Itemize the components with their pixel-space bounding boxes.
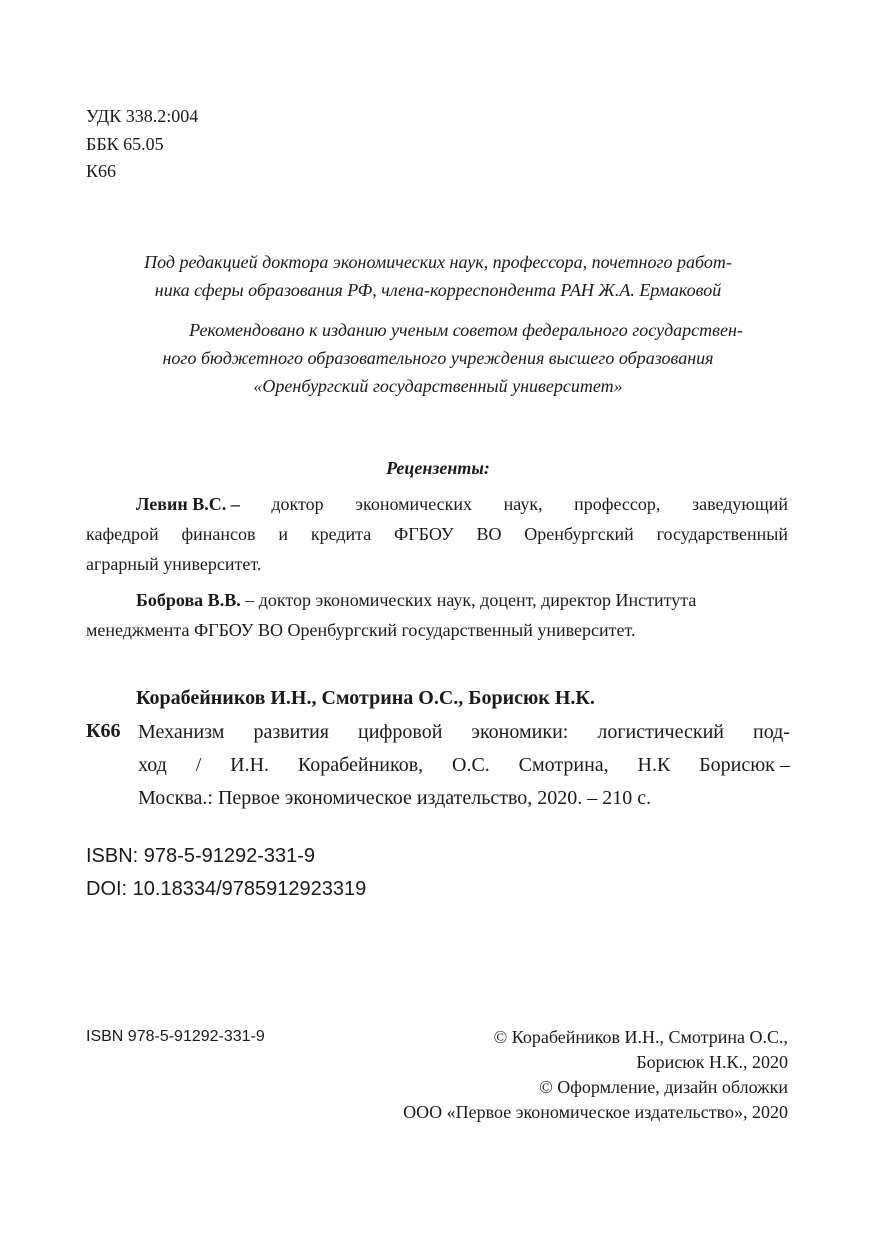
bibliography-word: Н.К bbox=[637, 754, 671, 776]
bibliography-word: Смотрина, bbox=[518, 754, 609, 776]
recommendation-note bbox=[86, 316, 790, 400]
bibliography-word: под- bbox=[752, 721, 790, 743]
bbk-code: ББК 65.05 bbox=[86, 133, 164, 154]
recommendation-line: «Оренбургский государственный университет» bbox=[253, 376, 623, 396]
reviewer-word: финансов bbox=[181, 524, 256, 544]
bibliography-description bbox=[138, 716, 790, 815]
bibliography-word: Борисюк – bbox=[699, 754, 790, 776]
reviewer-word: доктор bbox=[271, 494, 324, 514]
reviewer-word: государственный bbox=[656, 524, 788, 544]
recommendation-line: Рекомендовано к изданию ученым советом федерального государствен- bbox=[189, 320, 743, 340]
bibliography-word: цифровой bbox=[358, 721, 443, 743]
reviewer-word: наук, bbox=[503, 494, 543, 514]
bibliography-word: логистический bbox=[597, 721, 724, 743]
author-sign: К66 bbox=[86, 161, 117, 181]
bibliography-word: развития bbox=[253, 721, 330, 743]
bibliography-word: ход bbox=[138, 754, 167, 776]
identifiers bbox=[86, 840, 366, 906]
copyright-line: © Оформление, дизайн обложки bbox=[539, 1077, 788, 1097]
reviewer-line bbox=[86, 549, 788, 579]
udk-code: УДК 338.2:004 bbox=[86, 106, 199, 126]
bibliography-word: экономики: bbox=[471, 721, 569, 743]
reviewer-word: ВО bbox=[476, 524, 502, 544]
reviewer-line bbox=[86, 489, 788, 519]
editor-line: Под редакцией доктора экономических наук, профессора, почетного работ- bbox=[144, 252, 732, 272]
reviewer-word: экономических bbox=[355, 494, 472, 514]
editor-note bbox=[86, 248, 790, 304]
bibliography-word: Механизм bbox=[138, 721, 225, 743]
isbn: ISBN: 978-5-91292-331-9 bbox=[86, 845, 316, 867]
bibliography-line bbox=[138, 716, 790, 749]
bibliography-line bbox=[138, 782, 790, 815]
reviewer-entry bbox=[86, 489, 788, 579]
bibliography-word: О.С. bbox=[452, 754, 490, 776]
reviewer-name: Левин В.С. – bbox=[136, 494, 240, 514]
reviewer-word: ФГБОУ bbox=[394, 524, 454, 544]
copyright-line: ООО «Первое экономическое издательство», 2020 bbox=[403, 1102, 788, 1122]
classification-codes bbox=[86, 103, 198, 186]
doi: DOI: 10.18334/9785912923319 bbox=[86, 878, 367, 900]
bibliography-word: / bbox=[195, 754, 202, 776]
footer-isbn: ISBN 978-5-91292-331-9 bbox=[86, 1028, 265, 1045]
reviewer-text: аграрный университет. bbox=[86, 554, 262, 574]
reviewer-word: кафедрой bbox=[86, 524, 159, 544]
reviewer-line bbox=[86, 615, 788, 645]
recommendation-line: ного бюджетного образовательного учреждения высшего образования bbox=[162, 348, 714, 368]
copyright-line: Борисюк Н.К., 2020 bbox=[636, 1052, 788, 1072]
reviewer-line bbox=[86, 519, 788, 549]
reviewer-entry bbox=[86, 585, 788, 645]
reviewers-heading: Рецензенты: bbox=[386, 458, 490, 478]
editor-line: ника сферы образования РФ, члена-корреспондента РАН Ж.А. Ермаковой bbox=[154, 280, 722, 300]
copyright-line: © Корабейников И.Н., Смотрина О.С., bbox=[493, 1027, 788, 1047]
copyright-block bbox=[403, 1025, 788, 1125]
reviewer-word: Оренбургский bbox=[524, 524, 634, 544]
reviewer-word: заведующий bbox=[692, 494, 788, 514]
bibliography-text: Москва.: Первое экономическое издательство, 2020. – 210 с. bbox=[138, 787, 652, 809]
reviewer-line bbox=[86, 585, 788, 615]
reviewer-word: кредита bbox=[310, 524, 372, 544]
bibliography-word: Корабейников, bbox=[297, 754, 424, 776]
reviewer-word: и bbox=[278, 524, 289, 544]
reviewer-name: Боброва В.В. bbox=[136, 590, 241, 610]
reviewer-text: – доктор экономических наук, доцент, директор Института bbox=[240, 590, 697, 610]
bibliography-code: К66 bbox=[86, 720, 121, 742]
bibliography-line bbox=[138, 749, 790, 782]
reviewer-text: менеджмента ФГБОУ ВО Оренбургский государственный университет. bbox=[86, 620, 636, 640]
reviewer-word: профессор, bbox=[574, 494, 661, 514]
bibliography-authors: Корабейников И.Н., Смотрина О.С., Борисюк Н.К. bbox=[136, 687, 595, 709]
bibliography-word: И.Н. bbox=[230, 754, 270, 776]
